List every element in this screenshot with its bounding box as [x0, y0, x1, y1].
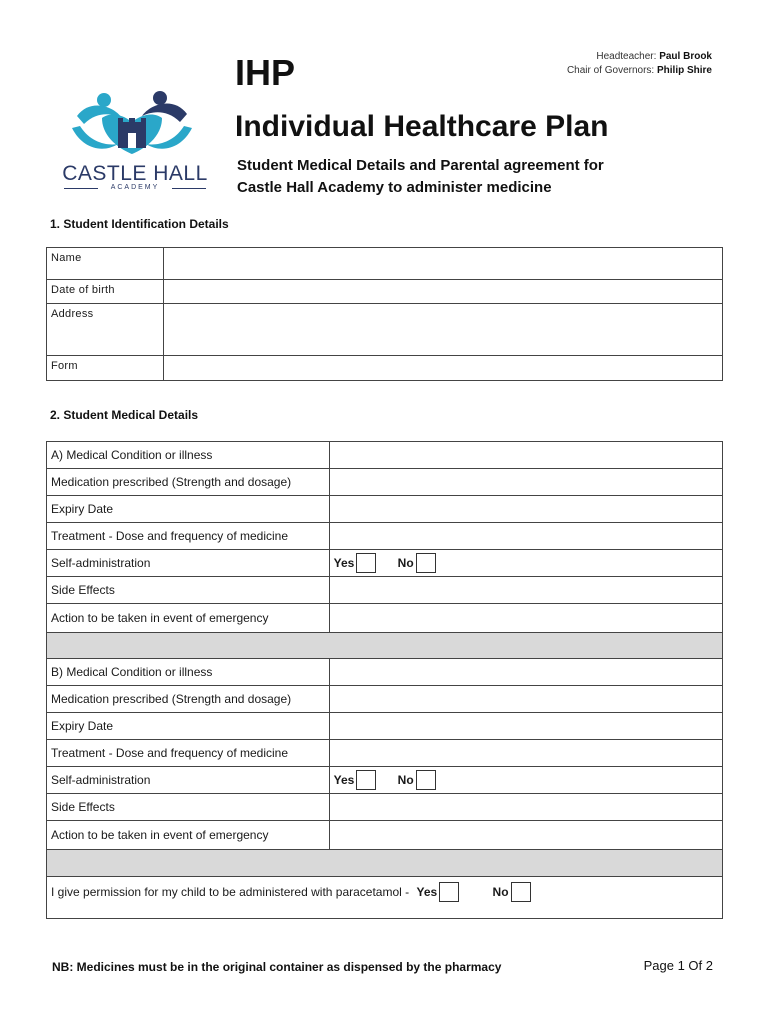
staff-info [567, 50, 712, 78]
yes-label: Yes [333, 773, 355, 787]
row-label-emergency-b: Action to be taken in event of emergency [47, 821, 330, 850]
table-row [47, 248, 723, 280]
address-field[interactable] [163, 304, 722, 356]
paracetamol-yes-checkbox[interactable] [439, 882, 459, 902]
yes-checkbox[interactable] [356, 553, 376, 573]
no-checkbox[interactable] [416, 770, 436, 790]
row-label-condition-a: A) Medical Condition or illness [47, 442, 330, 469]
row-label-self-admin-a: Self-administration [47, 550, 330, 577]
table-row [47, 523, 723, 550]
footer-note: NB: Medicines must be in the original container as dispensed by the pharmacy [52, 960, 502, 974]
table-row [47, 686, 723, 713]
yes-label: Yes [333, 556, 355, 570]
logo-subtext: ACADEMY [110, 184, 160, 191]
no-checkbox[interactable] [416, 553, 436, 573]
row-label-expiry-a: Expiry Date [47, 496, 330, 523]
student-identification-table [46, 247, 723, 381]
row-label-name: Name [47, 248, 164, 280]
separator-row [47, 633, 723, 659]
row-label-form: Form [47, 356, 164, 381]
row-label-self-admin-b: Self-administration [47, 767, 330, 794]
no-label: No [492, 885, 509, 899]
no-option [398, 770, 436, 790]
table-row [47, 659, 723, 686]
chair-label: Chair of Governors: [566, 65, 655, 76]
table-row [47, 767, 723, 794]
row-label-condition-b: B) Medical Condition or illness [47, 659, 330, 686]
form-field[interactable] [163, 356, 722, 381]
headteacher-line [567, 50, 712, 64]
row-label-expiry-b: Expiry Date [47, 713, 330, 740]
side-effects-b-field[interactable] [329, 794, 722, 821]
logo-text: CASTLE HALL [62, 162, 208, 185]
side-effects-a-field[interactable] [329, 577, 722, 604]
table-row [47, 550, 723, 577]
date-of-birth-field[interactable] [163, 280, 722, 304]
emergency-b-field[interactable] [329, 821, 722, 850]
table-row [47, 442, 723, 469]
medication-b-field[interactable] [329, 686, 722, 713]
treatment-b-field[interactable] [329, 740, 722, 767]
paracetamol-yes-option [417, 882, 460, 902]
condition-a-field[interactable] [329, 442, 722, 469]
paracetamol-row [47, 877, 723, 919]
row-label-medication-b: Medication prescribed (Strength and dosage) [47, 686, 330, 713]
expiry-b-field[interactable] [329, 713, 722, 740]
table-row [47, 577, 723, 604]
table-row [47, 469, 723, 496]
table-row [47, 496, 723, 523]
yes-option [334, 553, 377, 573]
shaded-separator [47, 633, 723, 659]
table-row [47, 713, 723, 740]
section-1-heading: 1. Student Identification Details [50, 217, 229, 231]
logo-divider-right [172, 188, 206, 189]
medication-a-field[interactable] [329, 469, 722, 496]
shaded-separator [47, 850, 723, 877]
no-label: No [397, 773, 414, 787]
subtitle-line-1: Student Medical Details and Parental agreement for [237, 157, 604, 174]
paracetamol-cell [47, 877, 723, 919]
condition-b-field[interactable] [329, 659, 722, 686]
subtitle-line-2: Castle Hall Academy to administer medicine [237, 179, 552, 196]
row-label-emergency-a: Action to be taken in event of emergency [47, 604, 330, 633]
self-admin-a-field [329, 550, 722, 577]
expiry-a-field[interactable] [329, 496, 722, 523]
student-medical-table [46, 441, 723, 919]
paracetamol-text: I give permission for my child to be administered with paracetamol - [51, 885, 410, 899]
row-label-treatment-a: Treatment - Dose and frequency of medicine [47, 523, 330, 550]
table-row [47, 794, 723, 821]
row-label-treatment-b: Treatment - Dose and frequency of medicine [47, 740, 330, 767]
row-label-address: Address [47, 304, 164, 356]
yes-option [334, 770, 377, 790]
page-title: Individual Healthcare Plan [235, 110, 609, 143]
table-row [47, 821, 723, 850]
no-label: No [397, 556, 414, 570]
row-label-side-effects-b: Side Effects [47, 794, 330, 821]
emergency-a-field[interactable] [329, 604, 722, 633]
table-row [47, 740, 723, 767]
headteacher-name: Paul Brook [659, 51, 712, 62]
table-row [47, 356, 723, 381]
name-field[interactable] [163, 248, 722, 280]
row-label-side-effects-a: Side Effects [47, 577, 330, 604]
separator-row [47, 850, 723, 877]
self-admin-b-field [329, 767, 722, 794]
yes-label: Yes [416, 885, 438, 899]
logo-figures-icon [72, 91, 192, 154]
yes-checkbox[interactable] [356, 770, 376, 790]
paracetamol-no-checkbox[interactable] [511, 882, 531, 902]
page-number: Page 1 Of 2 [643, 958, 713, 973]
headteacher-label: Headteacher: [596, 51, 657, 62]
chair-line [567, 64, 712, 78]
table-row [47, 304, 723, 356]
row-label-medication-a: Medication prescribed (Strength and dosage) [47, 469, 330, 496]
table-row [47, 604, 723, 633]
table-row [47, 280, 723, 304]
page-subtitle [237, 155, 604, 199]
treatment-a-field[interactable] [329, 523, 722, 550]
row-label-dob: Date of birth [47, 280, 164, 304]
chair-name: Philip Shire [656, 65, 712, 76]
paracetamol-no-option [493, 882, 531, 902]
ihp-heading: IHP [235, 52, 296, 93]
section-2-heading: 2. Student Medical Details [50, 408, 199, 422]
no-option [398, 553, 436, 573]
